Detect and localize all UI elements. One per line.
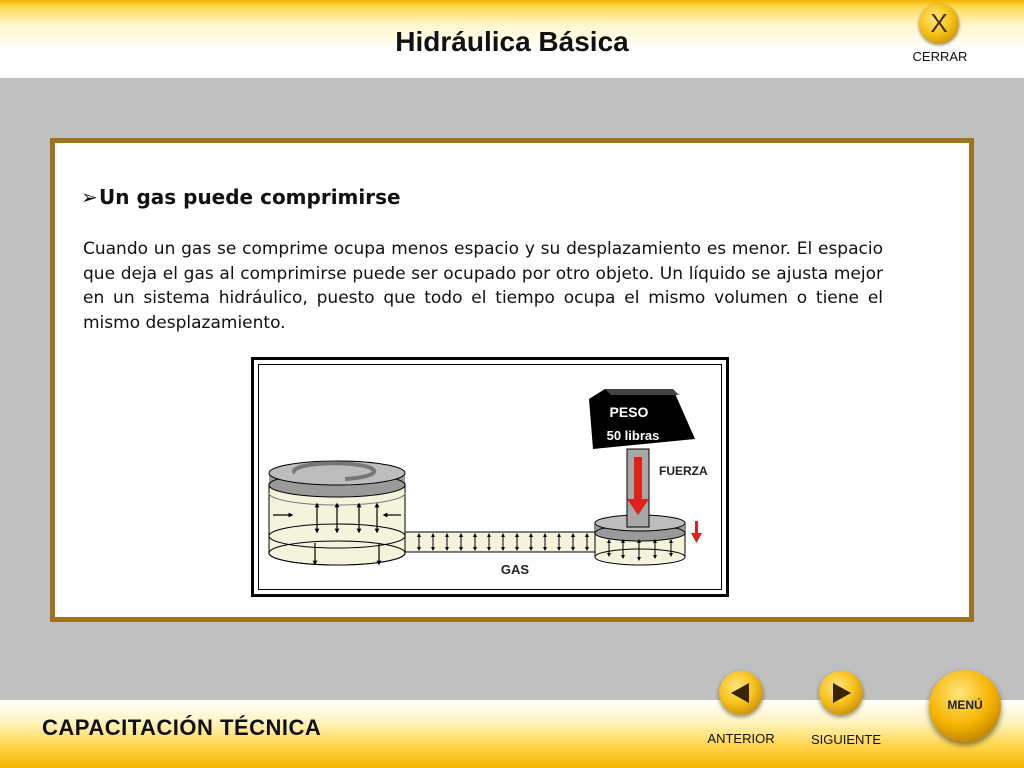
triangle-right-icon	[819, 671, 863, 715]
diagram-illustration	[259, 365, 721, 589]
section-heading	[81, 185, 401, 209]
next-button[interactable]	[819, 671, 863, 715]
previous-button[interactable]	[719, 671, 763, 715]
force-label: FUERZA	[659, 464, 708, 478]
page-title: Hidráulica Básica	[395, 26, 629, 57]
gas-label: GAS	[500, 562, 530, 577]
weight-block	[589, 389, 695, 449]
close-button[interactable]	[919, 4, 959, 44]
close-label: CERRAR	[912, 49, 968, 64]
displacement-arrow	[691, 521, 702, 543]
gas-compression-diagram	[251, 357, 729, 597]
triangle-left-icon	[719, 671, 763, 715]
large-cylinder	[269, 461, 405, 565]
menu-label: MENÚ	[947, 698, 983, 712]
close-icon: X	[930, 8, 948, 38]
section-heading-text: Un gas puede comprimirse	[99, 185, 401, 209]
content-panel	[50, 138, 974, 622]
brand-label: CAPACITACIÓN TÉCNICA	[42, 715, 322, 740]
weight-label-line2: 50 libras	[606, 428, 660, 443]
previous-label: ANTERIOR	[707, 731, 775, 746]
body-paragraph: Cuando un gas se comprime ocupa menos espacio y su desplazamiento es menor. El espacio que deja el gas al comprimirse puede ser ocupado por otro objeto. Un líquido se ajusta mejor en un sistema hidráulico, puesto que todo el tiempo ocupa el mismo volumen o tiene el mismo desplazamiento.	[83, 239, 883, 333]
connecting-pipe	[405, 532, 601, 552]
next-label: SIGUIENTE	[810, 732, 882, 747]
diagram-inner-frame	[258, 364, 722, 590]
menu-button[interactable]	[929, 670, 1001, 742]
bullet-arrow-icon: ➢	[81, 185, 98, 209]
weight-label-line1: PESO	[609, 404, 649, 420]
